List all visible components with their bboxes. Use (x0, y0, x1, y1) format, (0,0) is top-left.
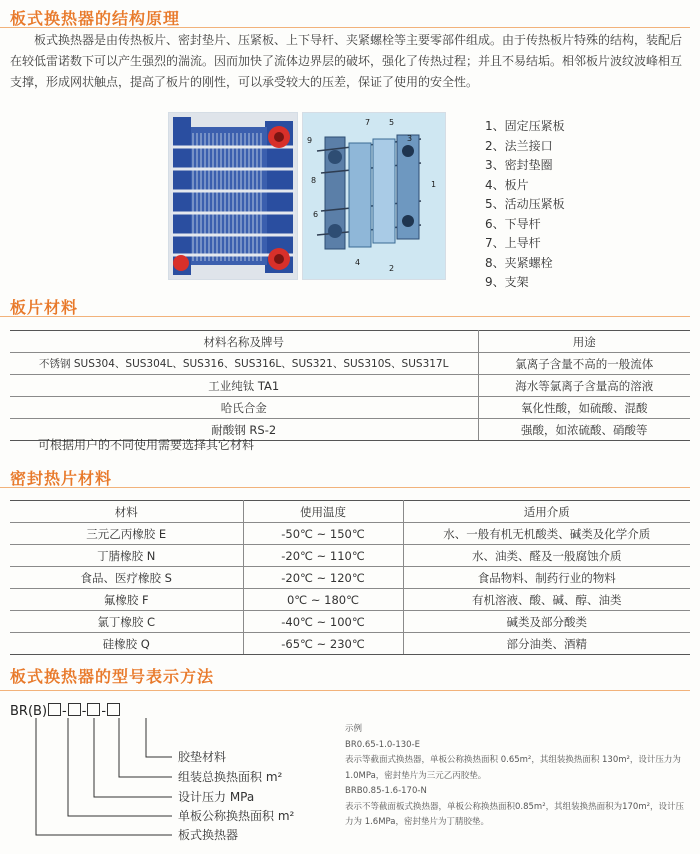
diagram-label-3: 3 (407, 134, 413, 143)
table-row (10, 633, 690, 655)
table-cell: 0℃ ~ 180℃ (243, 589, 403, 611)
example-code: BR0.65-1.0-130-E (345, 739, 420, 750)
legend-total-area: 组装总换热面积 m² (178, 770, 283, 784)
table-cell: -40℃ ~ 100℃ (243, 611, 403, 633)
model-example (345, 722, 690, 831)
table-cell: 海水等氯离子含量高的溶液 (478, 375, 690, 397)
table-cell: 耐酸钢 RS-2 (10, 419, 478, 441)
section-divider (0, 487, 690, 488)
column-header: 使用温度 (243, 501, 403, 523)
table-header-row (10, 501, 690, 523)
column-header: 材料 (10, 501, 243, 523)
model-prefix: BR(B) (10, 704, 48, 719)
part-item: 3、密封垫圈 (485, 158, 553, 172)
table-row (10, 589, 690, 611)
column-header: 适用介质 (403, 501, 690, 523)
table-cell: 三元乙丙橡胶 E (10, 523, 243, 545)
section-title-structure: 板式换热器的结构原理 (10, 9, 181, 28)
section-divider (0, 316, 690, 317)
table-cell: 碱类及部分酸类 (403, 611, 690, 633)
legend-gasket-material: 胶垫材料 (178, 750, 227, 764)
table-cell: 氯离子含量不高的一般流体 (478, 353, 690, 375)
section-title-plate-material: 板片材料 (10, 298, 79, 317)
table-header-row (10, 331, 690, 353)
table-cell: 不锈钢 SUS304、SUS304L、SUS316、SUS316L、SUS321、SUS310S、SUS317L (10, 353, 478, 375)
part-item: 5、活动压紧板 (485, 197, 565, 211)
table-row (10, 397, 690, 419)
table-cell: 氟橡胶 F (10, 589, 243, 611)
diagram-label-9: 9 (307, 136, 313, 145)
model-dash: - (81, 704, 87, 719)
table-cell: -20℃ ~ 110℃ (243, 545, 403, 567)
table-row (10, 375, 690, 397)
table-cell: 食品物料、制药行业的物料 (403, 567, 690, 589)
table-cell: 工业纯钛 TA1 (10, 375, 478, 397)
model-dash: - (101, 704, 107, 719)
table-cell: 哈氏合金 (10, 397, 478, 419)
model-dash: - (62, 704, 67, 719)
table-row (10, 353, 690, 375)
part-item: 1、固定压紧板 (485, 119, 565, 133)
example-description: 表示等截面式换热器，单板公称换热面积 0.65m²，其组装换热面积 130m²，设计压力为 1.0MPa，密封垫片为三元乙丙胶垫。 (345, 755, 681, 781)
parts-list (485, 117, 565, 293)
column-header: 材料名称及牌号 (10, 331, 478, 353)
exploded-diagram (302, 112, 446, 280)
table-cell: 部分油类、酒精 (403, 633, 690, 655)
legend-plate-area: 单板公称换热面积 m² (178, 809, 295, 823)
diagram-label-6: 6 (313, 210, 319, 219)
table-cell: 有机溶液、酸、碱、醇、油类 (403, 589, 690, 611)
example-description: 表示不等截面板式换热器，单板公称换热面积0.85m²，其组装换热面积为170m²，设计压力为 1.6MPa，密封垫片为丁腈胶垫。 (345, 801, 685, 827)
part-item: 9、支架 (485, 275, 529, 289)
plate-material-table (10, 330, 690, 441)
section-title-gasket-material: 密封热片材料 (10, 469, 113, 488)
intro-paragraph: 板式换热器是由传热板片、密封垫片、压紧板、上下导杆、夹紧螺栓等主要零部件组成。由于传热板片特殊的结构，装配后在较低雷诺数下可以产生强烈的湍流。因而加快了流体边界层的破坏，强化了传热过程；并且不易结垢。相邻板片波纹波峰相互支撑，形成网状触点，提高了板片的刚性，可以承受较大的压差，保证了使用的安全性。 (10, 33, 683, 89)
diagram-label-5: 5 (389, 118, 395, 127)
table-cell: 丁腈橡胶 N (10, 545, 243, 567)
diagram-label-2: 2 (389, 264, 395, 273)
table-row (10, 611, 690, 633)
table-cell: 氧化性酸，如硫酸、混酸 (478, 397, 690, 419)
table-row (10, 567, 690, 589)
table-cell: 硅橡胶 Q (10, 633, 243, 655)
diagram-label-8: 8 (311, 176, 317, 185)
diagram-label-7: 7 (365, 118, 371, 127)
table-row (10, 545, 690, 567)
table-cell: 水、一般有机无机酸类、碱类及化学介质 (403, 523, 690, 545)
example-code: BRB0.85-1.6-170-N (345, 786, 427, 796)
model-bracket-lines (0, 715, 200, 845)
table-cell: -20℃ ~ 120℃ (243, 567, 403, 589)
section-divider (0, 690, 690, 691)
table-cell: 食品、医疗橡胶 S (10, 567, 243, 589)
part-item: 4、板片 (485, 177, 529, 192)
part-item: 2、法兰接口 (485, 138, 553, 153)
table-cell: 水、油类、醛及一般腐蚀介质 (403, 545, 690, 567)
gasket-material-table (10, 500, 690, 655)
example-heading: 示例 (345, 724, 363, 734)
legend-exchanger: 板式换热器 (178, 828, 239, 842)
table-cell: 强酸，如浓硫酸、硝酸等 (478, 419, 690, 441)
section-title-model-designation: 板式换热器的型号表示方法 (10, 667, 215, 686)
table-cell: 氯丁橡胶 C (10, 611, 243, 633)
legend-design-pressure: 设计压力 MPa (178, 790, 255, 804)
material-note: 可根据用户的不同使用需要选择其它材料 (38, 438, 255, 452)
part-item: 7、上导杆 (485, 236, 541, 250)
part-item: 8、夹紧螺栓 (485, 255, 553, 270)
part-item: 6、下导杆 (485, 216, 541, 231)
table-cell: -65℃ ~ 230℃ (243, 633, 403, 655)
table-row (10, 523, 690, 545)
column-header: 用途 (478, 331, 690, 353)
section-divider (0, 27, 690, 28)
diagram-label-1: 1 (431, 180, 437, 189)
heat-exchanger-photo (168, 112, 298, 280)
diagram-label-4: 4 (355, 258, 361, 267)
table-cell: -50℃ ~ 150℃ (243, 523, 403, 545)
